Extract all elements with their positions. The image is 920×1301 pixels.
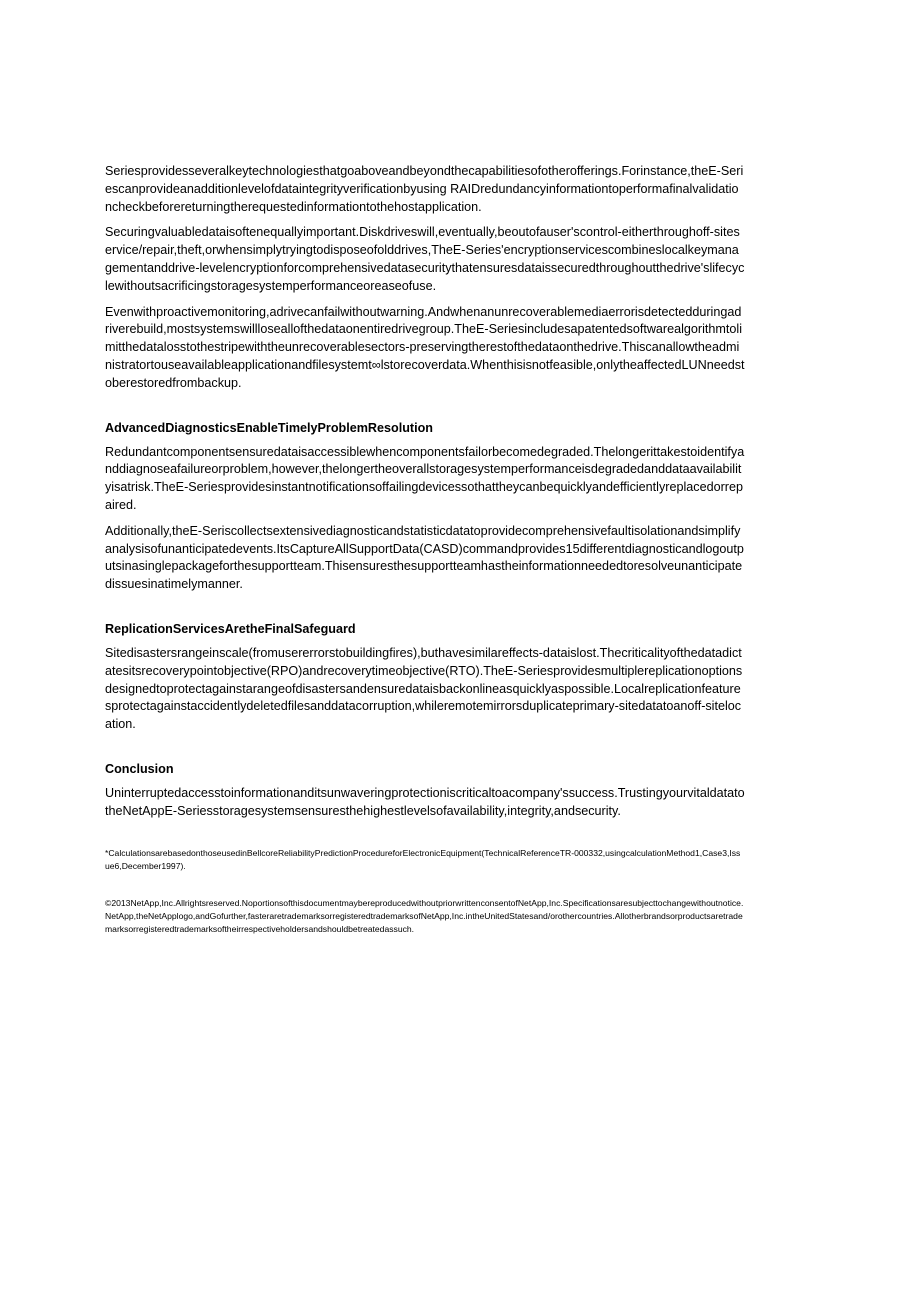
diagnostics-paragraph-1: Redundantcomponentsensuredataisaccessiblewhencomponentsfailorbecomedegraded.Thelongerittakestoidentifyanddiagnoseafailureorproblem,however,thelongertheoverallstoragesystemperformanceisdegradedanddataavailabilityisatrisk.TheE-Seriesprovidesinstantnotificationsoffailingdevicessothattheycanbequicklyandefficientlyreplacedorrepaired. [105, 444, 745, 512]
document-page [105, 163, 745, 936]
diagnostics-section [105, 419, 745, 594]
intro-section [105, 163, 745, 393]
diagnostics-paragraph-2: Additionally,theE-Seriscollectsextensivediagnosticandstatisticdatatoprovidecomprehensivefaultisolationandsimplifyanalysisofunanticipatedevents.ItsCaptureAllSupportData(CASD)commandprovides15differentdiagnosticandlogoutputsinasinglepackageforthesupportteam.Thisensuresthesupportteamhastheinformationneededtoresolveunanticipatedissuesinatimelymanner. [105, 523, 744, 592]
intro-paragraph-1: Seriesprovidesseveralkeytechnologiesthatgoaboveandbeyondthecapabilitiesofotherofferings.Forinstance,theE-Seriescanprovideanadditionlevelofdataintegrityverificationbyusing RAIDredundancyinformationtoperformafinalvalidationcheckbeforereturningtherequestedinformationtothehostapplication. [105, 164, 744, 214]
intro-paragraph-2: Securingvaluabledataisoftenequallyimportant.Diskdriveswill,eventually,beoutofauser'scontrol-eitherthroughoff-siteservice/repair,theft,orwhensimplytryingtodisposeofolddrives,TheE-Series'encryptionservicescombineslocalkeymanagementanddrive-levelencryptionforcomprehensivedatasecuritythatensuresdataissecuredthroughoutthedrive'slifecyclewithoutsacrificingstoragesystemperformanceoreaseofuse. [105, 225, 745, 293]
intro-paragraph-3: Evenwithproactivemonitoring,adrivecanfailwithoutwarning.Andwhenanunrecoverablemediaerrorisdetectedduringadriverebuild,mostsystemswillloseallofthedataonentiredrivegroup.TheE-Seriesincludesapatentedsoftwarealgorithmtolimitthedatalosstothestripewiththeunrecoverablesectors-preservingtherestofthedataonthedrive.Thiscanallowtheadministratortouseavailableapplicationandfilesystemt∞lstorecoverdata.Whenthisisnotfeasible,onlytheaffectedLUNneedstoberestoredfrombackup. [105, 304, 745, 390]
diagnostics-heading: AdvancedDiagnosticsEnableTimelyProblemResolution [105, 420, 433, 435]
replication-section [105, 620, 745, 734]
calculation-footnote: *CalculationsarebasedonthoseusedinBellcoreReliabilityPredictionProcedureforElectronicEquipment(TechnicalReferenceTR-000332,usingcalculationMethod1,Case3,Issue6,December1997). [105, 847, 741, 871]
conclusion-section [105, 760, 745, 821]
conclusion-heading: Conclusion [105, 761, 174, 776]
replication-heading: ReplicationServicesAretheFinalSafeguard [105, 621, 356, 636]
replication-paragraph-1: Sitedisastersrangeinscale(fromusererrorstobuildingfires),buthavesimilareffects-dataislost.Thecriticalityofthedatadictatesitsrecoverypointobjective(RPO)andrecoverytimeobjective(RTO).TheE-Seriesprovidesmultiplereplicationoptionsdesignedtoprotectagainstarangeofdisastersandensuredataisbackonlineasquicklyaspossible.Localreplicationfeaturesprotectagainstaccidentlydeletedfilesanddatacorruption,whileremotemirrorsduplicateprimary-sitedatatoanoff-sitelocation. [105, 645, 743, 732]
conclusion-paragraph-1: Uninterruptedaccesstoinformationanditsunwaveringprotectioniscriticaltoacompany'ssuccess.TrustingyourvitaldatatotheNetAppE-Seriesstoragesystemsensuresthehighestlevelsofavailability,integrity,andsecurity. [105, 785, 745, 818]
copyright-notice: ©2013NetApp,Inc.Allrightsreserved.NoportionsofthisdocumentmaybereproducedwithoutpriorwrittenconsentofNetApp,Inc.Specificationsaresubjecttochangewithoutnotice.NetApp,theNetApplogo,andGofurther,fasteraretrademarksorregisteredtrademarksofNetApp,Inc.intheUnitedStatesand/orothercountries.Allotherbrandsorproductsaretrademarksorregisteredtrademarksoftheirrespectiveholdersandshouldbetreatedassuch. [105, 897, 744, 934]
